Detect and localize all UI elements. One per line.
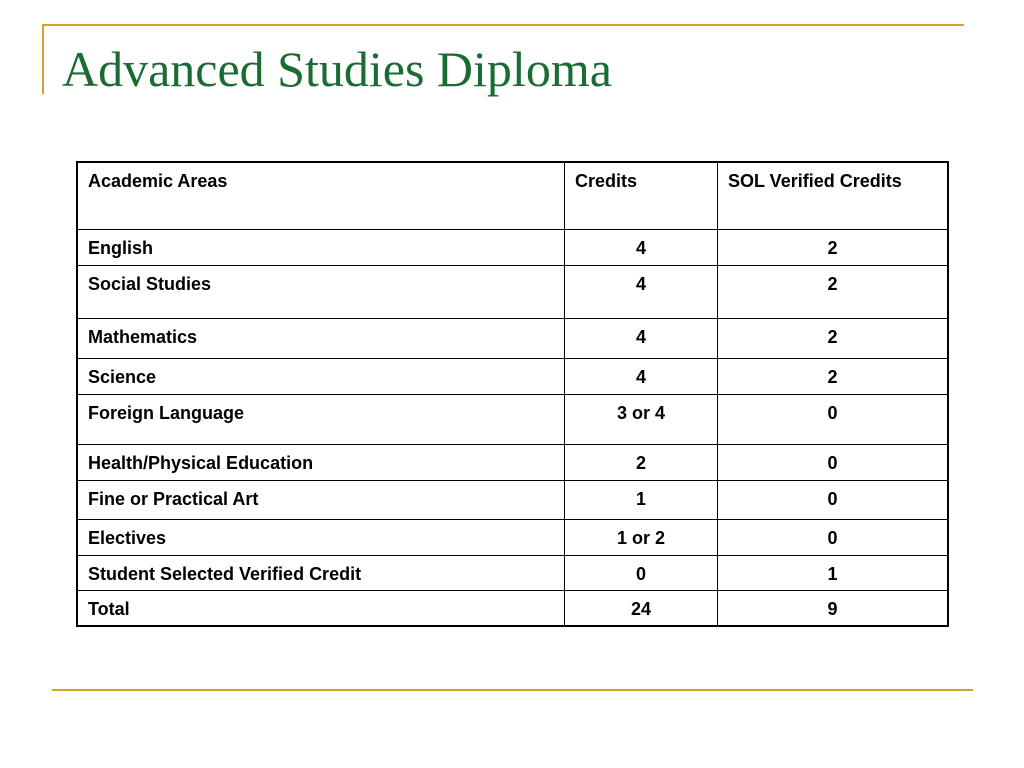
table-header-row [77,162,948,229]
left-accent-rule [42,24,44,94]
cell-area: Health/Physical Education [77,444,565,480]
slide-title: Advanced Studies Diploma [62,41,612,97]
cell-area: Fine or Practical Art [77,480,565,519]
cell-area: Total [77,590,565,626]
cell-area: Science [77,358,565,394]
cell-sol: 0 [718,444,949,480]
table-row [77,444,948,480]
cell-area: English [77,229,565,265]
cell-sol: 0 [718,480,949,519]
diploma-requirements-table [76,161,949,627]
table-row [77,318,948,358]
cell-credits: 1 [565,480,718,519]
header-academic-areas: Academic Areas [77,162,565,229]
cell-area: Electives [77,519,565,555]
table-row [77,394,948,444]
cell-credits: 2 [565,444,718,480]
table-row [77,358,948,394]
cell-credits: 3 or 4 [565,394,718,444]
cell-sol: 9 [718,590,949,626]
table-row [77,265,948,318]
cell-sol: 0 [718,519,949,555]
cell-credits: 24 [565,590,718,626]
header-credits: Credits [565,162,718,229]
bottom-accent-rule [52,689,973,691]
table-row-total [77,590,948,626]
cell-sol: 0 [718,394,949,444]
cell-credits: 4 [565,358,718,394]
cell-sol: 2 [718,358,949,394]
cell-sol: 2 [718,229,949,265]
table-row [77,480,948,519]
cell-area: Social Studies [77,265,565,318]
header-sol-verified-credits: SOL Verified Credits [718,162,949,229]
cell-sol: 2 [718,318,949,358]
table-row [77,519,948,555]
cell-credits: 4 [565,265,718,318]
cell-area: Mathematics [77,318,565,358]
cell-area: Foreign Language [77,394,565,444]
top-accent-rule [42,24,964,26]
cell-credits: 4 [565,229,718,265]
cell-area: Student Selected Verified Credit [77,555,565,590]
cell-credits: 1 or 2 [565,519,718,555]
table-row [77,555,948,590]
table-row [77,229,948,265]
cell-sol: 1 [718,555,949,590]
cell-credits: 4 [565,318,718,358]
cell-sol: 2 [718,265,949,318]
cell-credits: 0 [565,555,718,590]
